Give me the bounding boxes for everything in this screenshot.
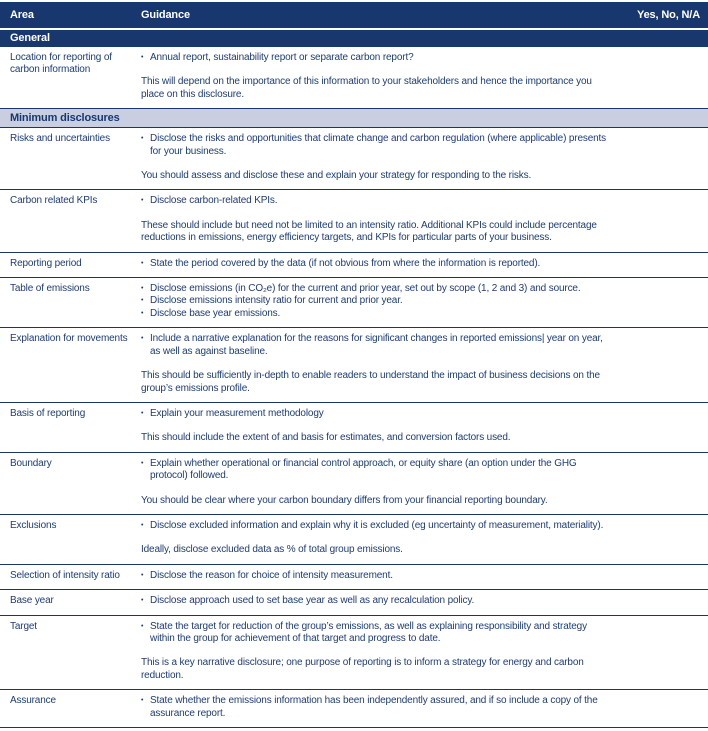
guidance-cell bbox=[141, 332, 698, 395]
table-row bbox=[0, 690, 708, 728]
guidance-bullet bbox=[141, 133, 608, 158]
bullet-icon: • bbox=[141, 54, 144, 61]
guidance-bullet bbox=[141, 308, 608, 320]
bullet-icon: • bbox=[141, 197, 144, 205]
guidance-cell bbox=[141, 257, 698, 270]
guidance-paragraph: Ideally, disclose excluded data as % of total group emissions. bbox=[141, 544, 403, 556]
table-row bbox=[0, 590, 708, 615]
header-area: Area bbox=[10, 9, 34, 21]
guidance-bullet-text: Disclose the reason for choice of intensity measurement. bbox=[150, 569, 393, 581]
area-label: Reporting period bbox=[10, 257, 82, 269]
bullet-icon: • bbox=[141, 597, 144, 605]
bullet-icon: • bbox=[141, 622, 144, 630]
guidance-bullet bbox=[141, 695, 608, 720]
table-row bbox=[0, 190, 708, 252]
table-row bbox=[0, 47, 708, 109]
guidance-bullet bbox=[141, 621, 608, 646]
guidance-bullet-text: Disclose carbon-related KPIs. bbox=[150, 195, 278, 207]
response-cell bbox=[698, 407, 708, 445]
guidance-cell bbox=[141, 457, 698, 507]
table-row bbox=[0, 253, 708, 278]
area-label: Explanation for movements bbox=[10, 333, 128, 345]
guidance-paragraph: You should assess and disclose these and explain your strategy for responding to the risks. bbox=[141, 170, 532, 182]
guidance-bullet-text: Disclose base year emissions. bbox=[150, 307, 281, 319]
guidance-bullet-text: Include a narrative explanation for the reasons for significant changes in reported emissions| year on year, as well as against baseline. bbox=[150, 333, 603, 357]
response-cell bbox=[698, 457, 708, 507]
guidance-bullet bbox=[141, 458, 608, 483]
guidance-cell bbox=[141, 519, 698, 557]
area-label: Base year bbox=[10, 595, 54, 607]
guidance-bullet bbox=[141, 520, 608, 532]
guidance-bullet-text: State the period covered by the data (if not obvious from where the information is reported). bbox=[150, 257, 541, 269]
guidance-cell bbox=[141, 407, 698, 445]
guidance-cell bbox=[141, 694, 698, 720]
guidance-bullet-text: Explain your measurement methodology bbox=[150, 407, 324, 419]
bullet-icon: • bbox=[141, 309, 144, 317]
table-row bbox=[0, 128, 708, 190]
guidance-paragraph: This should be sufficiently in-depth to enable readers to understand the impact of business decisions on the group’s emissions profile. bbox=[141, 370, 600, 394]
guidance-bullet bbox=[141, 52, 608, 64]
guidance-bullet bbox=[141, 295, 608, 307]
guidance-cell bbox=[141, 594, 698, 607]
guidance-bullet-text: State the target for reduction of the group’s emissions, as well as explaining responsibility and strategy within the group for achievement of that target and progress to date. bbox=[150, 620, 587, 644]
bullet-icon: • bbox=[141, 297, 144, 305]
response-cell bbox=[698, 594, 708, 607]
area-label: Carbon related KPIs bbox=[10, 195, 98, 207]
guidance-bullet-text: Annual report, sustainability report or separate carbon report? bbox=[150, 52, 414, 63]
guidance-paragraph: This is a key narrative disclosure; one purpose of reporting is to inform a strategy for energy and carbon reduction. bbox=[141, 657, 584, 681]
response-cell bbox=[698, 620, 708, 683]
area-label: Boundary bbox=[10, 457, 52, 469]
bullet-icon: • bbox=[141, 335, 144, 343]
header-guidance: Guidance bbox=[141, 9, 190, 21]
response-cell bbox=[698, 332, 708, 395]
response-cell bbox=[698, 282, 708, 320]
table-row bbox=[0, 565, 708, 590]
section-band: Minimum disclosures bbox=[0, 109, 708, 128]
table-row bbox=[0, 403, 708, 453]
guidance-bullet-text: Disclose excluded information and explain why it is excluded (eg uncertainty of measurement, materiality). bbox=[150, 519, 604, 531]
table-header-row bbox=[0, 2, 708, 28]
guidance-cell bbox=[141, 194, 698, 244]
guidance-bullet-text: Disclose emissions intensity ratio for current and prior year. bbox=[150, 295, 403, 307]
response-cell bbox=[698, 257, 708, 270]
guidance-paragraph: You should be clear where your carbon boundary differs from your financial reporting boundary. bbox=[141, 494, 548, 506]
guidance-paragraph: This will depend on the importance of this information to your stakeholders and hence the importance you place on this disclosure. bbox=[141, 76, 592, 100]
guidance-bullet-text: Disclose emissions (in CO₂e) for the current and prior year, set out by scope (1, 2 and 3) and source. bbox=[150, 283, 581, 295]
guidance-bullet-text: Disclose the risks and opportunities that climate change and carbon regulation (where applicable) presents for your business. bbox=[150, 133, 607, 157]
section-band: General bbox=[0, 30, 708, 47]
guidance-bullet bbox=[141, 595, 608, 607]
area-label: Exclusions bbox=[10, 519, 57, 531]
guidance-bullet-text: Disclose approach used to set base year as well as any recalculation policy. bbox=[150, 595, 475, 607]
guidance-bullet bbox=[141, 258, 608, 270]
guidance-paragraph: These should include but need not be limited to an intensity ratio. Additional KPIs could include percentage reductions in emissions, energy efficiency targets, and KPIs for particular parts of your business. bbox=[141, 219, 597, 244]
table-row bbox=[0, 616, 708, 691]
bullet-icon: • bbox=[141, 571, 144, 579]
area-label: Selection of intensity ratio bbox=[10, 569, 120, 581]
guidance-bullet bbox=[141, 570, 608, 582]
response-cell bbox=[698, 194, 708, 244]
table-row bbox=[0, 453, 708, 515]
response-cell bbox=[698, 694, 708, 720]
response-cell bbox=[698, 132, 708, 182]
table-row bbox=[0, 328, 708, 403]
table-row bbox=[0, 278, 708, 328]
bullet-icon: • bbox=[141, 697, 144, 705]
table-body bbox=[0, 30, 708, 728]
guidance-cell bbox=[141, 282, 698, 320]
area-label: Table of emissions bbox=[10, 283, 90, 295]
response-cell bbox=[698, 519, 708, 557]
guidance-cell bbox=[141, 51, 698, 101]
response-cell bbox=[698, 51, 708, 101]
bullet-icon: • bbox=[141, 409, 144, 417]
area-label: Risks and uncertainties bbox=[10, 133, 110, 145]
area-label: Basis of reporting bbox=[10, 407, 86, 419]
bullet-icon: • bbox=[141, 285, 144, 293]
guidance-cell bbox=[141, 132, 698, 182]
response-cell bbox=[698, 569, 708, 582]
header-response: Yes, No, N/A bbox=[637, 9, 700, 21]
guidance-cell bbox=[141, 620, 698, 683]
bullet-icon: • bbox=[141, 259, 144, 267]
area-label: Target bbox=[10, 620, 37, 632]
bullet-icon: • bbox=[141, 521, 144, 529]
bullet-icon: • bbox=[141, 135, 144, 143]
guidance-cell bbox=[141, 569, 698, 582]
table-row bbox=[0, 515, 708, 565]
guidance-bullet bbox=[141, 333, 608, 358]
guidance-bullet bbox=[141, 195, 608, 207]
area-label: Location for reporting of carbon information bbox=[10, 52, 112, 76]
guidance-bullet-text: State whether the emissions information has been independently assured, and if so include a copy of the assurance report. bbox=[150, 695, 598, 719]
guidance-bullet bbox=[141, 283, 608, 295]
area-label: Assurance bbox=[10, 695, 56, 707]
guidance-bullet-text: Explain whether operational or financial control approach, or equity share (an option under the GHG protocol) followed. bbox=[150, 457, 577, 482]
guidance-paragraph: This should include the extent of and basis for estimates, and conversion factors used. bbox=[141, 432, 511, 444]
guidance-bullet bbox=[141, 408, 608, 420]
bullet-icon: • bbox=[141, 459, 144, 467]
